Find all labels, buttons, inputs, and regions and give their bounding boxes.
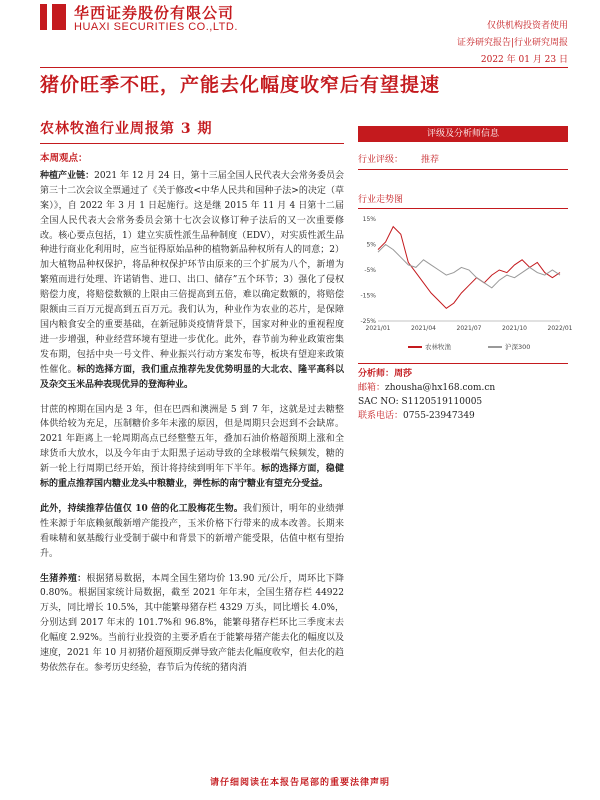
y-tick-label: 5% <box>366 241 376 249</box>
body-column <box>40 152 344 686</box>
paragraph-lead: 种植产业链： <box>40 170 95 181</box>
paragraph-meihua <box>40 502 344 562</box>
x-tick-label: 2021/01 <box>365 325 391 332</box>
email-label: 邮箱： <box>358 383 386 393</box>
rating-value: 推荐 <box>421 155 440 165</box>
y-tick-label: -15% <box>360 292 376 300</box>
analyst-label: 分析师： <box>358 369 395 379</box>
sidebar <box>358 126 573 423</box>
analyst-name-row <box>358 367 568 381</box>
page-footer: 请仔细阅读在本报告尾部的重要法律声明 <box>209 778 390 788</box>
trend-title: 行业走势图 <box>358 192 568 209</box>
sidebar-title-bar: 评级及分析师信息 <box>358 126 568 142</box>
x-tick-label: 2021/10 <box>502 325 527 332</box>
company-name-en: HUAXI SECURITIES CO.,LTD. <box>74 21 238 33</box>
report-date: 2022 年 01 月 23 日 <box>480 55 568 65</box>
audience-note: 仅供机构投资者使用 <box>486 21 568 31</box>
analyst-email-row <box>358 381 568 395</box>
analyst-info <box>358 363 568 423</box>
company-name-cn: 华西证券股份有限公司 <box>74 4 235 22</box>
paragraph-lead: 生猪养殖： <box>40 573 87 584</box>
paragraph-text: 甘蔗的榨期在国内是 3 年，但在巴西和澳洲是 5 到 7 年，这就是过去糖整体供给较为充足，压制糖价多年未涨的原因，但是周期只会迟到不会缺席。2021 年距离上一轮周期高点已经整整五年，叠加石油价格超预期上涨和全球货币大放水，以及今年由于太阳黑子运动导致的全球极端气候频发，糖的新一轮上行周期已经开始，预计将持续到明年下半年。 <box>40 404 344 475</box>
paragraph-sugar <box>40 403 344 492</box>
analyst-sac: SAC NO: S1120519110005 <box>358 397 483 407</box>
paragraph-text: 2021 年 12 月 24 日，第十三届全国人民代表大会常务委员会第三十二次会议全票通过了《关于修改<中华人民共和国种子法>的决定（草案）》，自 2022 年 3 月 1 日起施行。这是继 2015 年 11 月 4 日第十二届全国人民代表大会常务委员会第十七次会议修订种子法后的又一次重要修改。核心要点包括，1）建立实质性派生品种制度（EDV），对实质性派生品种进行商业化利用时，应当征得原始品种的植物新品种权所有人的同意；2）加大植物品种权保护，将品种权保护环节由原来的三个扩展为八个，新增为繁殖而进行处理、许诺销售、进口、出口、储存”五个环节；3）强化了侵权赔偿力度，将赔偿数额的上限由三倍提高到五倍，难以确定数额的，将赔偿限额由三百万元提高到五百万元。我们认为，种业作为农业的芯片，是保障国内粮食安全的重要基础，在新冠肺炎疫情背景下，国家对种业的重视程度进一步增强，种业经营环境有望进一步优化。此外，春节前为种业政策密集发布期，包括中央一号文件、种业振兴行动方案发布等，板块有望迎来政策性催化。 <box>40 170 344 375</box>
report-subtitle: 农林牧渔行业周报第 3 期 <box>40 121 213 137</box>
x-tick-label: 2021/04 <box>411 325 436 332</box>
y-tick-label: -25% <box>360 318 376 325</box>
paragraph-lead: 此外，持续推荐估值仅 10 倍的化工股梅花生物。 <box>40 503 244 514</box>
paragraph-text: 根据猪易数据，本周全国生猪均价 13.90 元/公斤，周环比下降 0.80%。根据国家统计局数据，截至 2021 年年末，全国生猪存栏 44922 万头，同比增长 10.5%，其中能繁母猪存栏 4329 万头，同比增长 4.0%，分别达到 2017 年末的 101.7%和 96.8%，能繁母猪存栏环比三季度末去化幅度 2.92%。当前行业投资的主要矛盾在于能繁母猪产能去化的幅度以及速度，2021 年 10 月初猪价超预期反弹导致产能去化幅度收窄，但去化的趋势依然存在。参考历史经验，春节后为传统的猪肉消 <box>40 573 344 673</box>
subtitle-rule <box>40 143 344 144</box>
section-label: 本周观点： <box>40 153 88 164</box>
analyst-email[interactable]: zhousha@hx168.com.cn <box>385 383 496 393</box>
x-tick-label: 2021/07 <box>456 325 482 332</box>
analyst-phone: 0755-23947349 <box>403 411 475 421</box>
report-title: 猪价旺季不旺，产能去化幅度收窄后有望提速 <box>40 74 441 96</box>
trend-chart <box>358 209 573 359</box>
phone-label: 联系电话： <box>358 411 404 421</box>
industry-rating <box>358 152 568 170</box>
x-tick-label: 2022/01 <box>547 325 573 332</box>
y-tick-label: -5% <box>364 267 376 274</box>
series-line-1 <box>378 227 560 309</box>
paragraph-strong: 标的选择方面，我们重点推荐先发优势明显的大北农、隆平高科以及杂交玉米品种表现优异的登海种业。 <box>40 364 344 390</box>
header-rule <box>40 67 568 68</box>
paragraph-text: 我们预计，明年的业绩弹性来源于年底赖氨酸新增产能投产，玉米价格下行带来的成本改善。长期来看味精和氨基酸行业受制于碳中和背景下的新增产能受限，估值中枢有望抬升。 <box>40 503 344 559</box>
report-category: 证券研究报告|行业研究周报 <box>456 38 568 48</box>
y-tick-label: 15% <box>362 216 376 223</box>
logo-mark <box>40 4 66 30</box>
paragraph-hog <box>40 572 344 676</box>
legend-label: 农林牧渔 <box>425 343 451 351</box>
paragraph-seed <box>40 169 344 393</box>
analyst-name: 周莎 <box>394 369 413 379</box>
rating-label: 行业评级： <box>358 155 404 165</box>
analyst-phone-row <box>358 409 568 423</box>
legend-label: 沪深300 <box>505 343 531 351</box>
paragraph-strong: 标的选择方面，稳健标的重点推荐国内糖业龙头中粮糖业，弹性标的南宁糖业有望充分受益。 <box>40 464 344 490</box>
